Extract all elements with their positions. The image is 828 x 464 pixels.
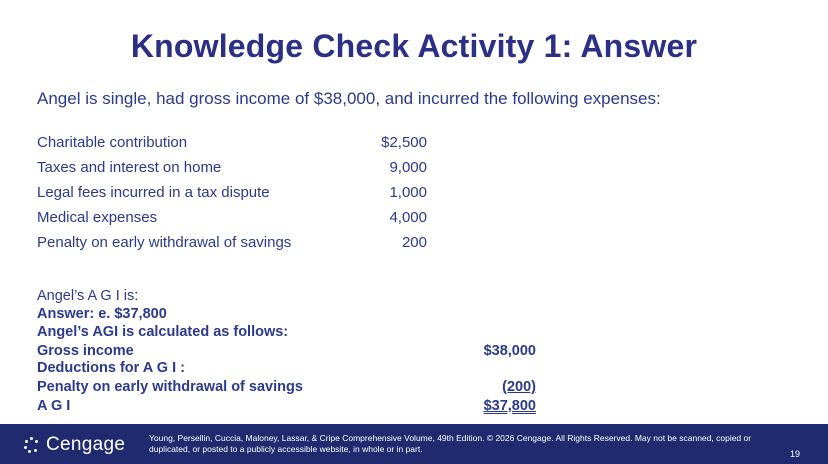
penalty-amount: (200)	[502, 379, 536, 395]
cengage-dots-icon	[24, 437, 40, 453]
expense-amount: 200	[401, 234, 427, 251]
expense-row	[37, 234, 427, 254]
slide-title: Knowledge Check Activity 1: Answer	[130, 28, 698, 64]
expense-label: Taxes and interest on home	[37, 159, 222, 176]
expense-label: Medical expenses	[37, 209, 158, 226]
logo-text: Cengage	[46, 434, 126, 455]
expense-label: Charitable contribution	[37, 134, 188, 151]
answer-text: Answer: e. $37,800	[37, 306, 167, 322]
footer-bar	[0, 424, 828, 464]
calc-heading: Angel’s AGI is calculated as follows:	[37, 324, 289, 340]
expense-amount: 9,000	[389, 159, 427, 176]
expense-amount: 1,000	[389, 184, 427, 201]
copyright-notice: Young, Persellin, Cuccia, Maloney, Lassar, & Cripe Comprehensive Volume, 49th Edition. © 2026 Cengage. All Rights Reserved. May not be scanned, copied or duplicated, or posted to a publicly accessible website, in whole or in part.	[149, 433, 752, 454]
deductions-label: Deductions for A G I :	[37, 360, 185, 376]
penalty-label: Penalty on early withdrawal of savings	[37, 379, 303, 395]
agi-amount: $37,800	[483, 398, 536, 414]
gross-income-label: Gross income	[37, 343, 134, 359]
expense-row	[37, 209, 427, 229]
page-number: 19	[789, 449, 800, 459]
expense-label: Penalty on early withdrawal of savings	[37, 234, 292, 251]
expense-row	[37, 134, 427, 154]
expense-row	[37, 159, 427, 179]
gross-income-amount: $38,000	[483, 343, 536, 359]
expense-amount: 4,000	[389, 209, 427, 226]
expense-amount: $2,500	[381, 134, 427, 151]
intro-text: Angel is single, had gross income of $38,000, and incurred the following expenses:	[37, 89, 661, 108]
agi-question: Angel’s A G I is:	[37, 288, 139, 304]
agi-label: A G I	[37, 398, 71, 414]
cengage-logo	[24, 434, 125, 456]
expense-row	[37, 184, 427, 204]
expense-label: Legal fees incurred in a tax dispute	[37, 184, 270, 201]
